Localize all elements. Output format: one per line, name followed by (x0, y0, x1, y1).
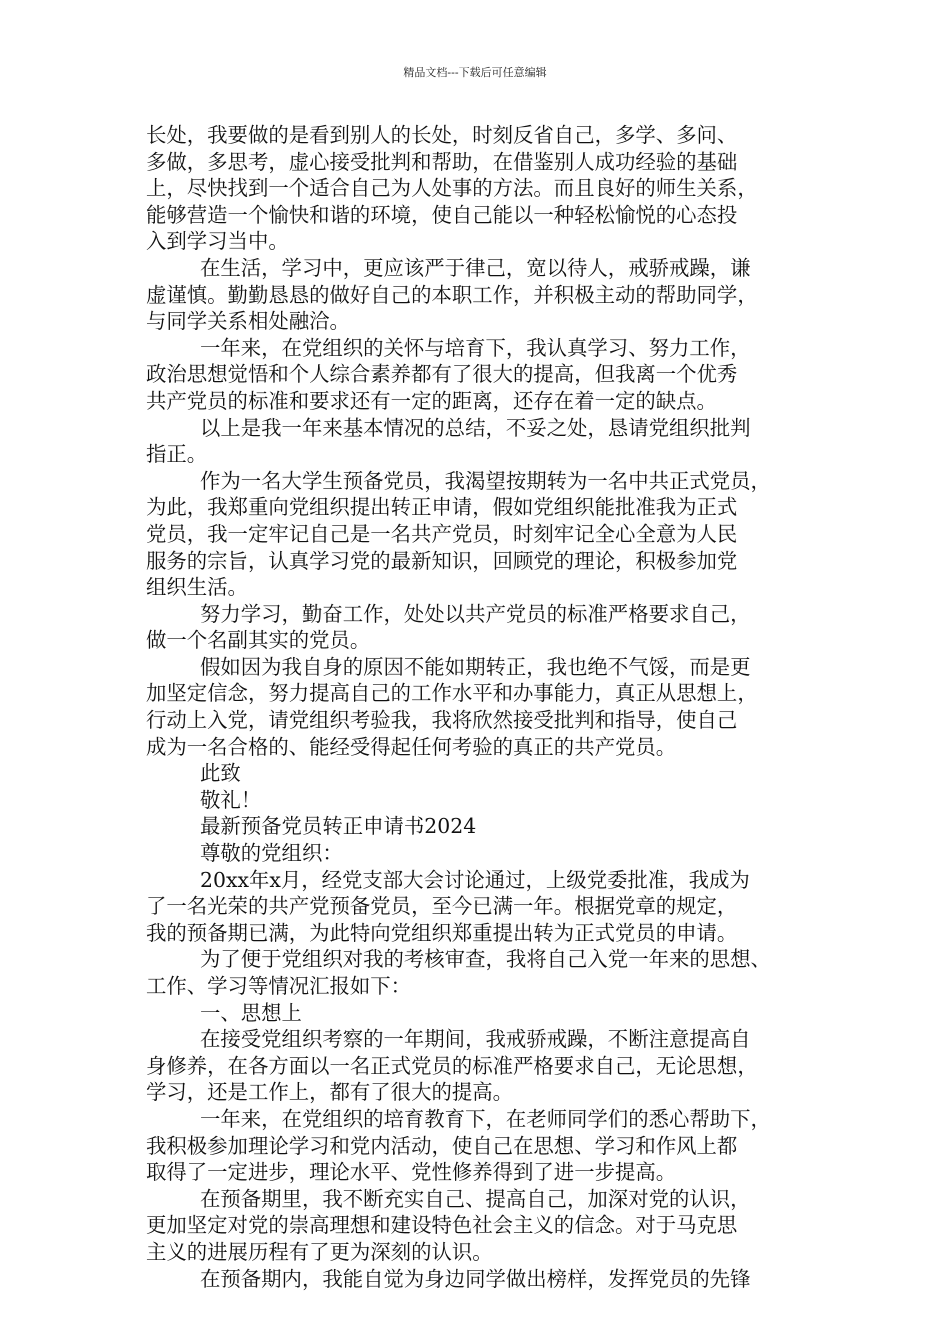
text-line: 能够营造一个愉快和谐的环境，使自己能以一种轻松愉悦的心态投 (146, 202, 738, 227)
text-line: 更加坚定对党的崇高理想和建设特色社会主义的信念。对于马克思 (146, 1213, 738, 1238)
text-line: 做一个名副其实的党员。 (146, 628, 371, 653)
text-line: 在生活，学习中，更应该严于律己，宽以待人，戒骄戒躁，谦 (200, 255, 751, 280)
text-line: 加坚定信念，努力提高自己的工作水平和办事能力，真正从思想上， (146, 681, 758, 706)
text-line: 一年来，在党组织的培育教育下，在老师同学们的悉心帮助下， (200, 1106, 771, 1131)
text-line: 作为一名大学生预备党员，我渴望按期转为一名中共正式党员， (200, 468, 771, 493)
text-line: 政治思想觉悟和个人综合素养都有了很大的提高，但我离一个优秀 (146, 362, 738, 387)
text-line: 入到学习当中。 (146, 229, 289, 254)
text-line: 假如因为我自身的原因不能如期转正，我也绝不气馁，而是更 (200, 654, 751, 679)
text-line: 我积极参加理论学习和党内活动，使自己在思想、学习和作风上都 (146, 1133, 738, 1158)
page-header: 精品文档---下载后可任意编辑 (403, 66, 547, 79)
text-line: 在接受党组织考察的一年期间，我戒骄戒躁，不断注意提高自 (200, 1027, 751, 1052)
text-line: 与同学关系相处融洽。 (146, 309, 350, 334)
text-line: 我的预备期已满，为此特向党组织郑重提出转为正式党员的申请。 (146, 920, 738, 945)
text-line: 努力学习，勤奋工作，处处以共产党员的标准严格要求自己， (200, 601, 751, 626)
text-line: 在预备期内，我能自觉为身边同学做出榜样，发挥党员的先锋 (200, 1266, 751, 1291)
text-line: 此致 (200, 761, 241, 786)
text-line: 指正。 (146, 442, 208, 467)
text-line: 为了便于党组织对我的考核审查，我将自己入党一年来的思想、 (200, 947, 771, 972)
text-line: 以上是我一年来基本情况的总结，不妥之处，恳请党组织批判 (200, 415, 751, 440)
text-line: 虚谨慎。勤勤恳恳的做好自己的本职工作，并积极主动的帮助同学， (146, 282, 758, 307)
text-line: 行动上入党，请党组织考验我，我将欣然接受批判和指导，使自己 (146, 708, 738, 733)
text-line: 党员，我一定牢记自己是一名共产党员，时刻牢记全心全意为人民 (146, 521, 738, 546)
text-line: 主义的进展历程有了更为深刻的认识。 (146, 1239, 493, 1264)
text-line: 服务的宗旨，认真学习党的最新知识，回顾党的理论，积极参加党 (146, 548, 738, 573)
document-body (146, 122, 806, 1292)
text-line: 长处，我要做的是看到别人的长处，时刻反省自己，多学、多问、 (146, 123, 738, 147)
text-line: 最新预备党员转正申请书2024 (200, 814, 477, 839)
text-line: 取得了一定进步，理论水平、党性修养得到了进一步提高。 (146, 1160, 677, 1185)
text-line: 上，尽快找到一个适合自己为人处事的方法。而且良好的师生关系， (146, 176, 758, 201)
text-line: 成为一名合格的、能经受得起任何考验的真正的共产党员。 (146, 734, 677, 759)
text-line: 一、思想上 (200, 1000, 302, 1025)
text-line: 在预备期里，我不断充实自己、提高自己，加深对党的认识， (200, 1186, 751, 1211)
text-line: 敬礼！ (200, 787, 262, 812)
text-line: 共产党员的标准和要求还有一定的距离，还存在着一定的缺点。 (146, 388, 717, 413)
text-line: 组织生活。 (146, 575, 248, 600)
text-line: 为此，我郑重向党组织提出转正申请，假如党组织能批准我为正式 (146, 495, 738, 520)
text-line: 身修养，在各方面以一名正式党员的标准严格要求自己，无论思想， (146, 1053, 758, 1078)
text-line: 多做，多思考，虚心接受批判和帮助，在借鉴别人成功经验的基础 (146, 149, 738, 174)
text-line: 学习，还是工作上，都有了很大的提高。 (146, 1080, 514, 1105)
text-line: 工作、学习等情况汇报如下： (146, 974, 412, 998)
text-line: 20xx年x月，经党支部大会讨论通过，上级党委批准，我成为 (200, 867, 750, 892)
text-line: 一年来，在党组织的关怀与培育下，我认真学习、努力工作， (200, 335, 751, 360)
text-line: 尊敬的党组织： (200, 841, 343, 866)
text-line: 了一名光荣的共产党预备党员，至今已满一年。根据党章的规定， (146, 894, 738, 919)
